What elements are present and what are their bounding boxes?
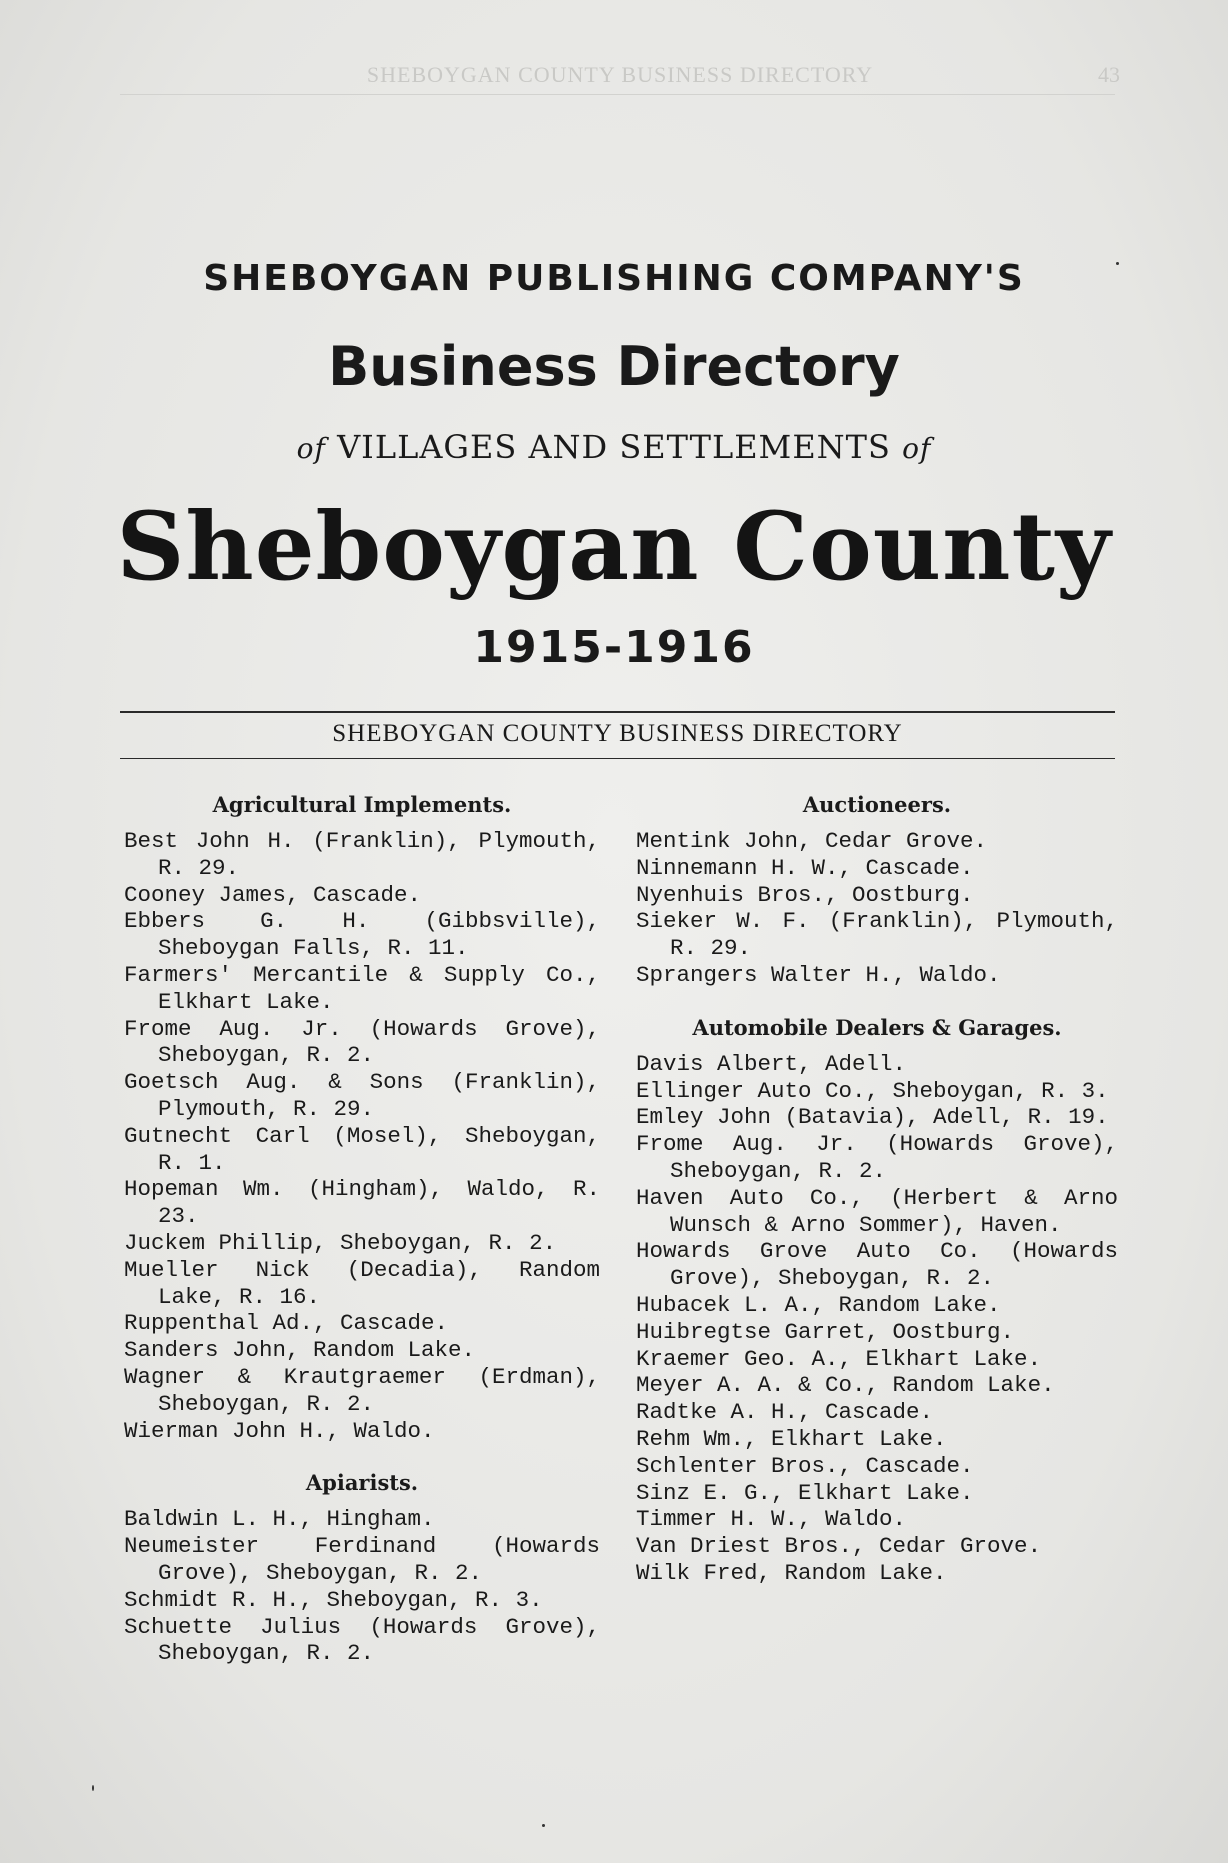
list-item: Sanders John, Random Lake. xyxy=(124,1337,476,1364)
list-item: Juckem Phillip, Sheboygan, R. 2. xyxy=(124,1229,557,1256)
auctioneers-list xyxy=(636,828,1118,989)
list-item: Schmidt R. H., Sheboygan, R. 3. xyxy=(124,1586,543,1613)
agricultural-list xyxy=(124,828,600,1444)
list-item: Goetsch Aug. & Sons (Franklin), Plymouth, R. 29. xyxy=(124,1069,600,1122)
list-item: Radtke A. H., Cascade. xyxy=(636,1399,934,1426)
list-item: Wagner & Krautgraemer (Erdman), Sheboygan, R. 2. xyxy=(124,1363,600,1417)
of-word-1: of xyxy=(296,432,326,465)
years-line: 1915-1916 xyxy=(473,622,755,673)
right-column xyxy=(636,792,1118,1587)
list-item: Wilk Fred, Random Lake. xyxy=(636,1559,947,1586)
list-item: Frome Aug. Jr. (Howards Grove), Sheboygan, R. 2. xyxy=(636,1131,1118,1184)
ink-speck xyxy=(542,1824,545,1827)
ink-speck xyxy=(1116,262,1119,265)
list-item: Best John H. (Franklin), Plymouth, R. 29. xyxy=(124,828,600,881)
list-item: Sprangers Walter H., Waldo. xyxy=(636,961,1001,988)
list-item: Schuette Julius (Howards Grove), Sheboygan, R. 2. xyxy=(124,1613,600,1667)
automobile-list xyxy=(636,1051,1118,1587)
bottom-rule xyxy=(120,758,1115,759)
list-item: Kraemer Geo. A., Elkhart Lake. xyxy=(636,1345,1042,1372)
villages-text: VILLAGES AND SETTLEMENTS xyxy=(337,428,891,466)
county-title: Sheboygan County xyxy=(116,492,1112,602)
list-item: Meyer A. A. & Co., Random Lake. xyxy=(636,1372,1055,1399)
list-item: Emley John (Batavia), Adell, R. 19. xyxy=(636,1104,1109,1131)
list-item: Wierman John H., Waldo. xyxy=(124,1417,435,1444)
top-rule xyxy=(120,711,1115,713)
left-column xyxy=(124,792,600,1667)
of-word-2: of xyxy=(902,432,932,465)
list-item: Nyenhuis Bros., Oostburg. xyxy=(636,881,974,908)
bleed-through-page-number: 43 xyxy=(1098,62,1120,87)
list-item: Ruppenthal Ad., Cascade. xyxy=(124,1310,449,1337)
list-item: Davis Albert, Adell. xyxy=(636,1050,907,1077)
list-item: Farmers' Mercantile & Supply Co., Elkhart Lake. xyxy=(124,961,600,1015)
list-item: Howards Grove Auto Co. (Howards Grove), Sheboygan, R. 2. xyxy=(636,1238,1118,1292)
list-item: Schlenter Bros., Cascade. xyxy=(636,1452,974,1479)
list-item: Mueller Nick (Decadia), Random Lake, R. 16. xyxy=(124,1256,600,1310)
list-item: Cooney James, Cascade. xyxy=(124,881,422,908)
list-item: Hubacek L. A., Random Lake. xyxy=(636,1291,1001,1318)
list-item: Frome Aug. Jr. (Howards Grove), Sheboygan, R. 2. xyxy=(124,1015,600,1069)
list-item: Van Driest Bros., Cedar Grove. xyxy=(636,1533,1042,1560)
category-heading-agricultural: Agricultural Implements. xyxy=(212,792,512,817)
ink-speck xyxy=(92,1785,94,1791)
list-item: Hopeman Wm. (Hingham), Waldo, R. 23. xyxy=(124,1176,600,1230)
list-item: Rehm Wm., Elkhart Lake. xyxy=(636,1425,947,1452)
list-item: Ninnemann H. W., Cascade. xyxy=(636,854,974,881)
list-item: Sinz E. G., Elkhart Lake. xyxy=(636,1479,974,1506)
category-heading-apiarists: Apiarists. xyxy=(305,1470,419,1496)
list-item: Haven Auto Co., (Herbert & Arno Wunsch & Arno Sommer), Haven. xyxy=(636,1184,1118,1238)
bleed-through-rule xyxy=(120,94,1115,95)
list-item: Sieker W. F. (Franklin), Plymouth, R. 29. xyxy=(636,908,1118,962)
list-item: Neumeister Ferdinand (Howards Grove), Sheboygan, R. 2. xyxy=(124,1533,600,1586)
list-item: Ebbers G. H. (Gibbsville), Sheboygan Falls, R. 11. xyxy=(124,908,600,962)
category-heading-automobile: Automobile Dealers & Garages. xyxy=(692,1014,1062,1040)
list-item: Ellinger Auto Co., Sheboygan, R. 3. xyxy=(636,1077,1109,1104)
list-item: Timmer H. W., Waldo. xyxy=(636,1506,907,1533)
apiarists-list xyxy=(124,1506,600,1667)
list-item: Baldwin L. H., Hingham. xyxy=(124,1506,435,1533)
list-item: Mentink John, Cedar Grove. xyxy=(636,828,988,854)
list-item: Gutnecht Carl (Mosel), Sheboygan, R. 1. xyxy=(124,1122,600,1176)
bleed-through-running-header: SHEBOYGAN COUNTY BUSINESS DIRECTORY xyxy=(366,62,874,87)
villages-line xyxy=(0,428,1228,466)
section-title: SHEBOYGAN COUNTY BUSINESS DIRECTORY xyxy=(332,720,903,747)
publisher-line: SHEBOYGAN PUBLISHING COMPANY'S xyxy=(203,258,1025,299)
business-directory-title: Business Directory xyxy=(328,335,900,398)
category-heading-auctioneers: Auctioneers. xyxy=(802,792,952,817)
list-item: Huibregtse Garret, Oostburg. xyxy=(636,1318,1015,1345)
